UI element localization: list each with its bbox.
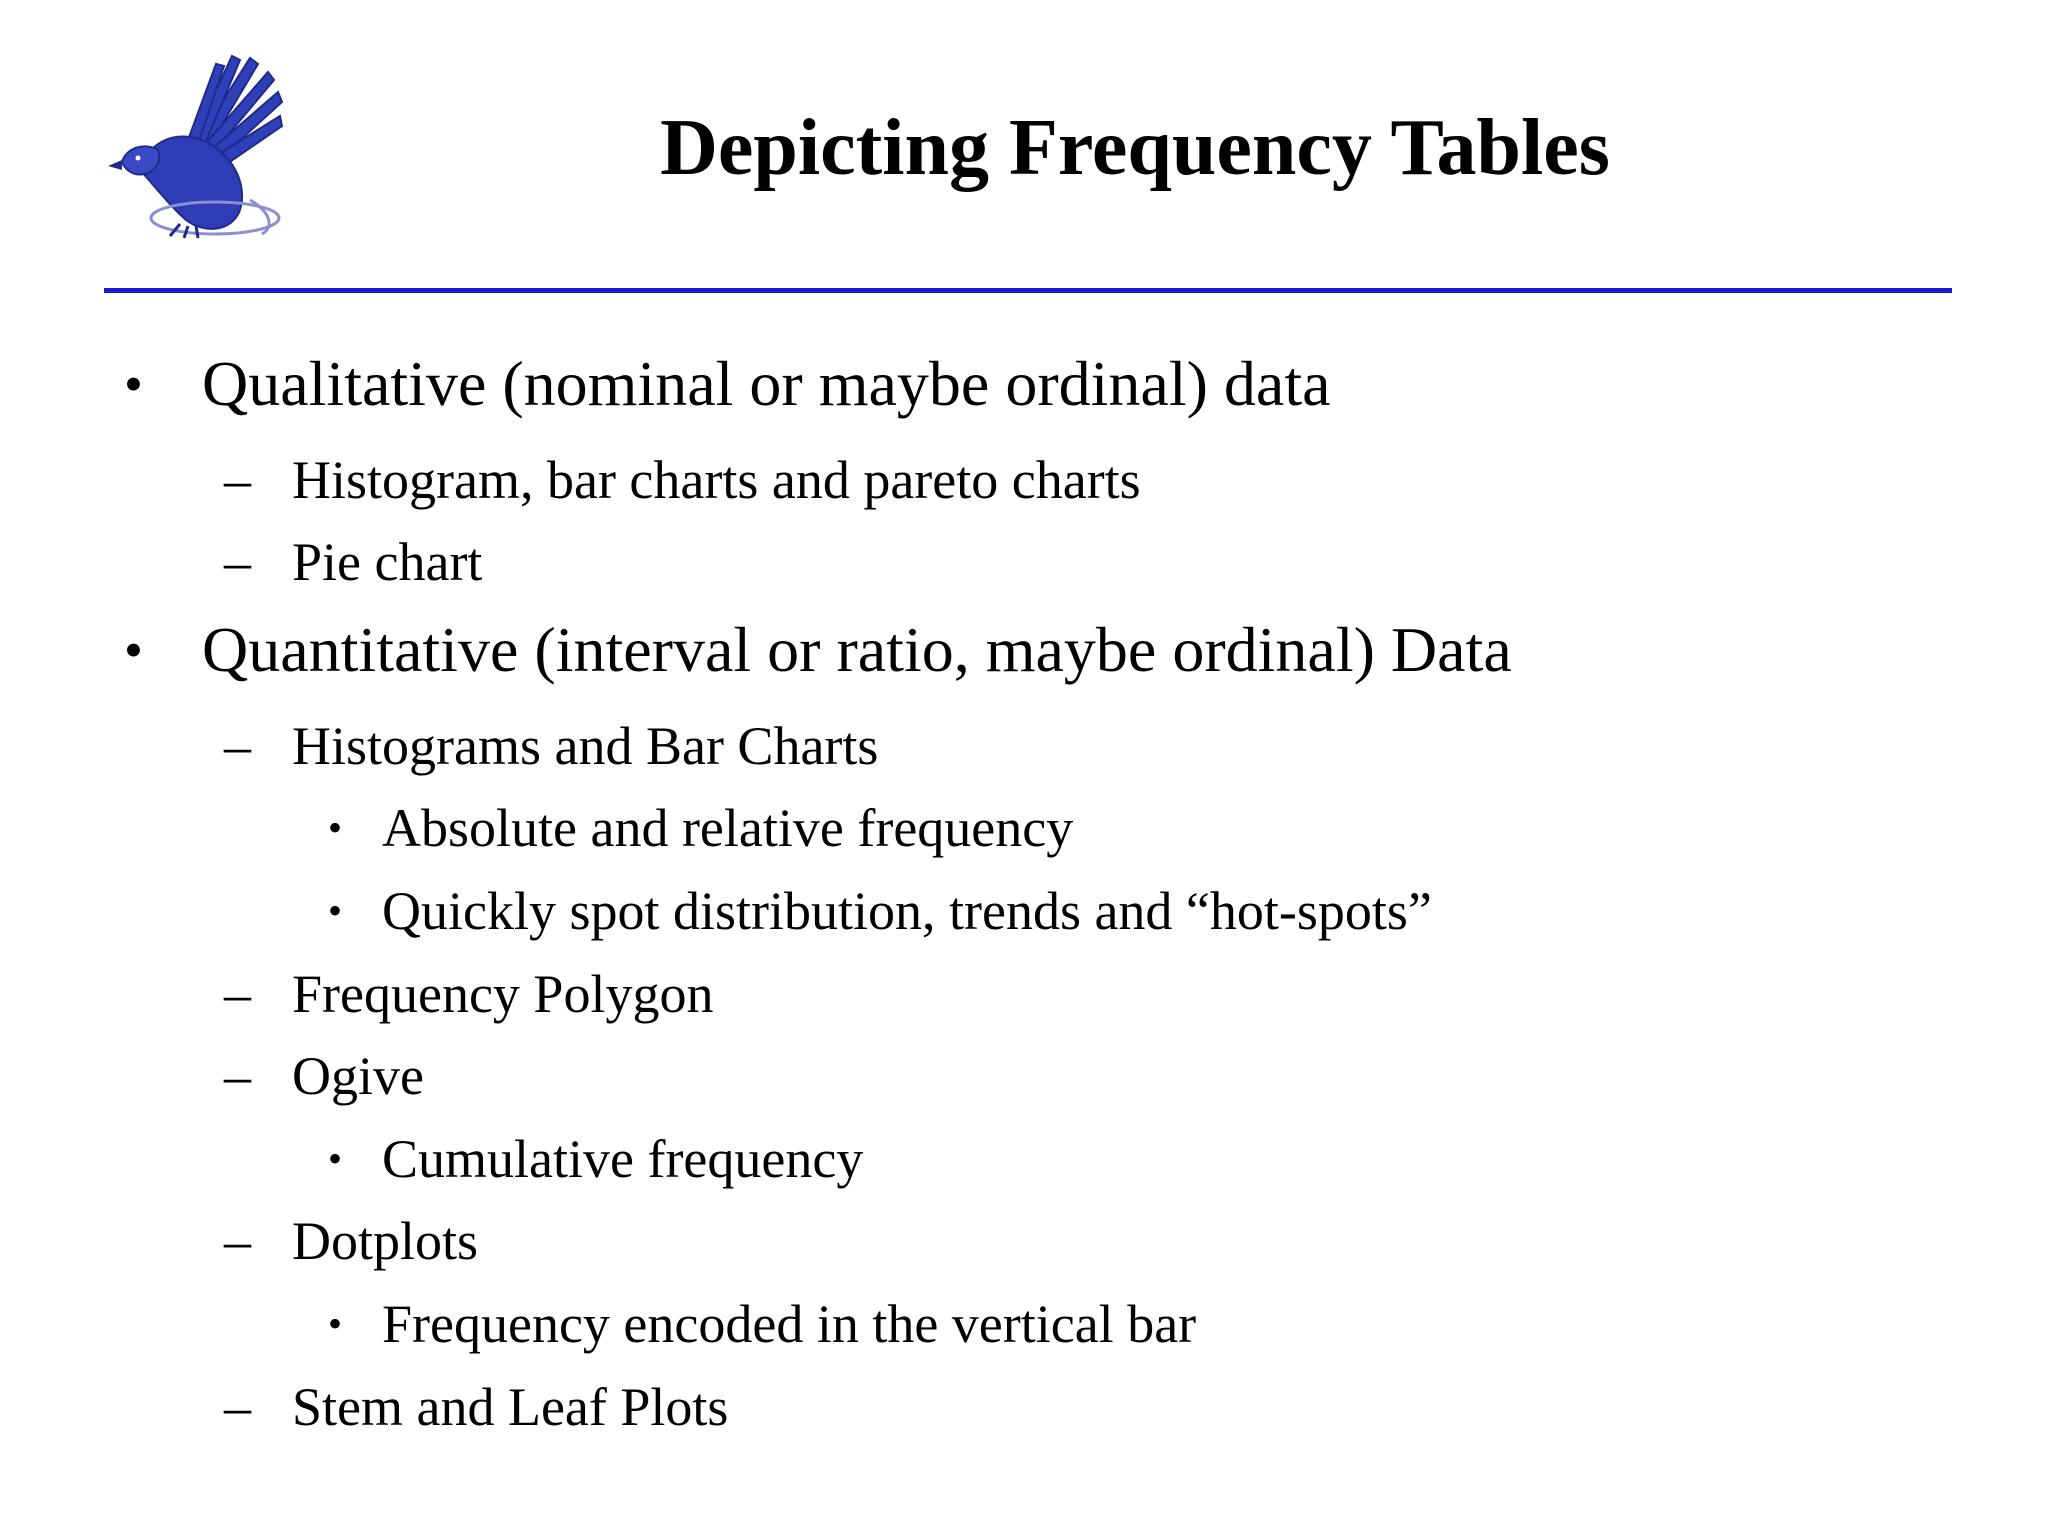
- bullet-text-level-2: Histogram, bar charts and pareto charts: [292, 450, 1141, 510]
- bullet-text-level-2: Histograms and Bar Charts: [292, 716, 879, 776]
- bullet-marker: •: [328, 888, 343, 933]
- bullet-text-level-2: Dotplots: [292, 1211, 479, 1271]
- bullet-marker: –: [224, 1211, 251, 1271]
- bullet-marker: –: [224, 450, 251, 510]
- bullet-text-level-3: Absolute and relative frequency: [382, 798, 1074, 858]
- bullet-marker: –: [224, 1046, 251, 1106]
- bullet-text-level-3: Cumulative frequency: [382, 1129, 864, 1189]
- bullet-marker: –: [224, 716, 251, 776]
- bullet-text-level-3: Quickly spot distribution, trends and “hot-spots”: [382, 881, 1432, 941]
- bullet-text-level-2: Stem and Leaf Plots: [292, 1377, 729, 1437]
- bullet-text-level-1: Quantitative (interval or ratio, maybe ordinal) Data: [202, 614, 1512, 685]
- bullet-marker: •: [328, 1136, 343, 1181]
- bullet-marker: –: [224, 532, 251, 592]
- bullet-marker: –: [224, 1377, 251, 1437]
- bullet-marker: •: [328, 805, 343, 850]
- bullet-text-level-2: Pie chart: [292, 532, 483, 592]
- title-divider: [104, 288, 1952, 293]
- bullet-marker: •: [124, 620, 143, 680]
- bullet-text-level-1: Qualitative (nominal or maybe ordinal) data: [202, 348, 1331, 419]
- eagle-logo-icon: [100, 50, 290, 240]
- bullet-marker: –: [224, 964, 251, 1024]
- bullet-text-level-2: Ogive: [292, 1046, 424, 1106]
- bullet-text-level-2: Frequency Polygon: [292, 964, 714, 1024]
- bullet-marker: •: [328, 1301, 343, 1346]
- bullet-text-level-3: Frequency encoded in the vertical bar: [382, 1294, 1197, 1354]
- slide-title: Depicting Frequency Tables: [660, 104, 1610, 192]
- bullet-marker: •: [124, 354, 143, 414]
